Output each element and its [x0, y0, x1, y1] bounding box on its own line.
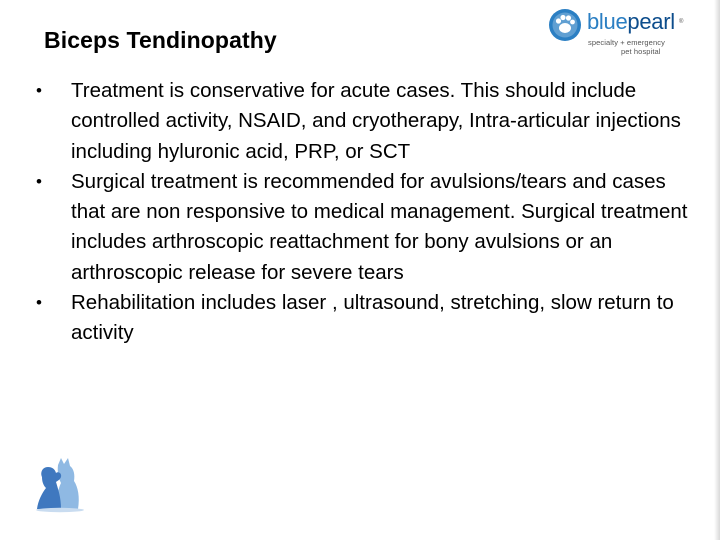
bluepearl-logo	[548, 8, 688, 60]
bullet-item	[30, 76, 690, 167]
bullet-list	[30, 76, 690, 349]
bullet-marker: •	[36, 81, 42, 100]
logo-tagline-2: pet hospital	[621, 47, 661, 56]
bullet-marker: •	[36, 171, 42, 191]
logo-word-blue: blue	[587, 9, 628, 34]
bullet-text: Rehabilitation includes laser , ultrasound, stretching, slow return to activity	[71, 291, 674, 345]
slide-edge-shadow	[714, 0, 720, 540]
dog-and-cat-silhouette-icon	[34, 455, 86, 513]
bullet-item	[30, 167, 690, 288]
paw-print-icon	[548, 8, 582, 42]
logo-tagline-1: specialty + emergency	[588, 38, 665, 47]
logo-word-pearl: pearl	[627, 9, 675, 34]
bullet-text: Treatment is conservative for acute cases. This should include controlled activity, NSAID, and cryotherapy, Intra-articular injections including hyluronic acid, PRP, or SCT	[71, 79, 681, 163]
bullet-marker: •	[36, 293, 42, 313]
logo-registered-mark: ®	[679, 19, 684, 25]
slide-title: Biceps Tendinopathy	[44, 27, 277, 53]
logo-wordmark	[587, 10, 675, 34]
bullet-text: Surgical treatment is recommended for avulsions/tears and cases that are non responsive to medical management. Surgical treatment includes arthroscopic reattachment for bony avulsions or an arthroscopic release for severe tears	[71, 169, 688, 284]
bullet-item	[30, 288, 690, 349]
